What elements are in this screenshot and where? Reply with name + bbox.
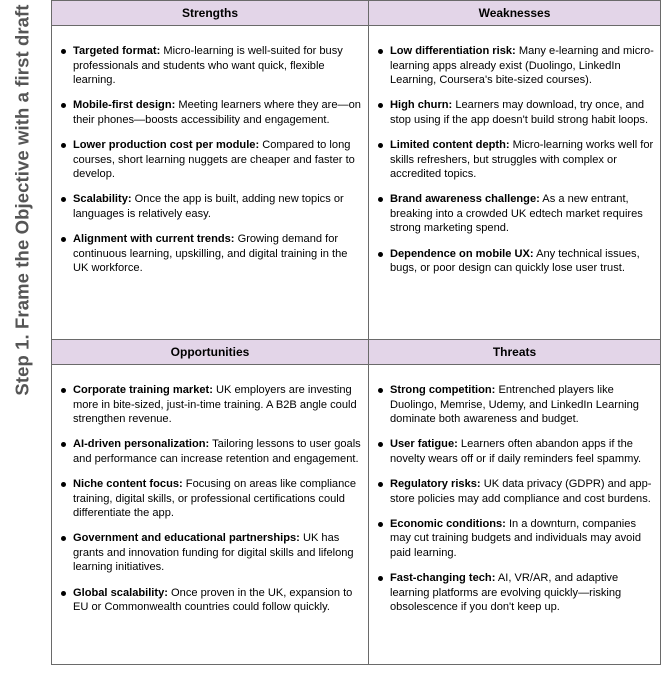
strengths-list <box>52 26 368 276</box>
opportunities-cell <box>52 365 369 665</box>
list-item: Global scalability: Once proven in the UK, expansion to EU or Commonwealth countries could follow quickly. <box>52 586 368 615</box>
side-title: Step 1. Frame the Objective with a first draft <box>12 4 34 396</box>
list-item: AI-driven personalization: Tailoring lessons to user goals and performance can increase retention and engagement. <box>52 437 368 466</box>
side-title-container <box>8 0 38 400</box>
list-item: Economic conditions: In a downturn, companies may cut training budgets and individuals may avoid paid learning. <box>369 517 660 561</box>
list-item: Corporate training market: UK employers are investing more in bite-sized, just-in-time training. A B2B angle could strengthen revenue. <box>52 383 368 427</box>
list-item: Low differentiation risk: Many e-learning and micro-learning apps already exist (Duolingo, LinkedIn Learning, Coursera's bite-sized courses). <box>369 44 660 88</box>
list-item: Lower production cost per module: Compared to long courses, short learning nuggets are cheaper and faster to develop. <box>52 138 368 182</box>
list-item: User fatigue: Learners often abandon apps if the novelty wears off or if daily reminders feel spammy. <box>369 437 660 466</box>
swot-table <box>51 0 661 665</box>
threats-cell <box>369 365 661 665</box>
list-item: Fast-changing tech: AI, VR/AR, and adaptive learning platforms are evolving quickly—risking obsolescence if you don't keep up. <box>369 571 660 615</box>
weaknesses-list <box>369 26 660 276</box>
weaknesses-cell <box>369 26 661 340</box>
list-item: Strong competition: Entrenched players like Duolingo, Memrise, Udemy, and LinkedIn Learning dominate both awareness and budget. <box>369 383 660 427</box>
list-item: Niche content focus: Focusing on areas like compliance training, digital skills, or professional certifications could differentiate the app. <box>52 477 368 521</box>
opportunities-list <box>52 365 368 615</box>
threats-heading: Threats <box>369 340 661 365</box>
list-item: Targeted format: Micro-learning is well-suited for busy professionals and students who want quick, flexible learning. <box>52 44 368 88</box>
list-item: Scalability: Once the app is built, adding new topics or languages is relatively easy. <box>52 192 368 221</box>
list-item: Alignment with current trends: Growing demand for continuous learning, upskilling, and digital training in the UK workforce. <box>52 232 368 276</box>
list-item: Brand awareness challenge: As a new entrant, breaking into a crowded UK edtech market requires strong marketing spend. <box>369 192 660 236</box>
opportunities-heading: Opportunities <box>52 340 369 365</box>
list-item: Regulatory risks: UK data privacy (GDPR) and app-store policies may add compliance and cost burdens. <box>369 477 660 506</box>
weaknesses-heading: Weaknesses <box>369 1 661 26</box>
list-item: Limited content depth: Micro-learning works well for skills refreshers, but struggles with complex or accredited topics. <box>369 138 660 182</box>
list-item: Government and educational partnerships: UK has grants and innovation funding for digital skills and lifelong learning initiatives. <box>52 531 368 575</box>
list-item: Mobile-first design: Meeting learners where they are—on their phones—boosts accessibility and engagement. <box>52 98 368 127</box>
list-item: Dependence on mobile UX: Any technical issues, bugs, or poor design can quickly lose user trust. <box>369 247 660 276</box>
list-item: High churn: Learners may download, try once, and stop using if the app doesn't build strong habit loops. <box>369 98 660 127</box>
threats-list <box>369 365 660 615</box>
strengths-heading: Strengths <box>52 1 369 26</box>
strengths-cell <box>52 26 369 340</box>
